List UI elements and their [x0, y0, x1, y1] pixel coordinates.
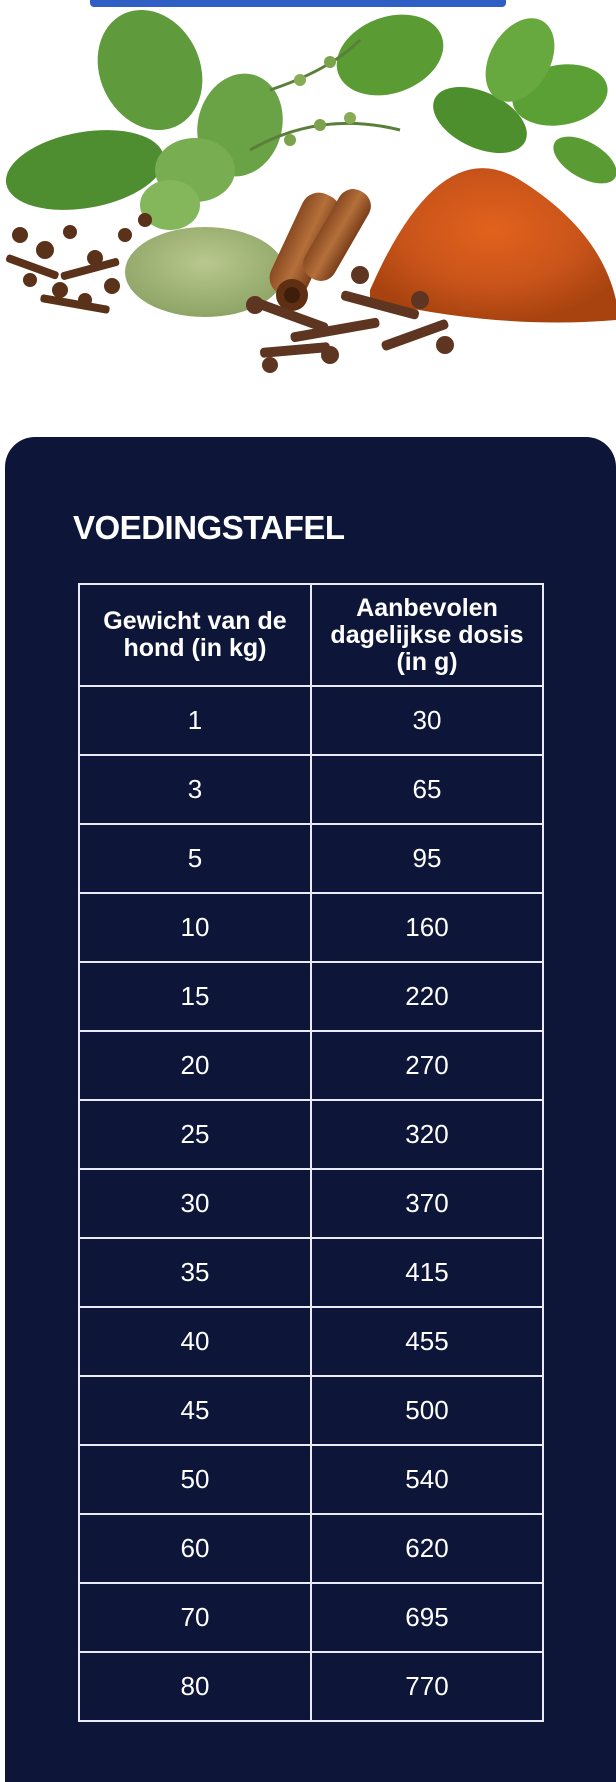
table-row [79, 1169, 543, 1238]
cell-weight: 35 [79, 1238, 311, 1307]
cell-dose: 370 [311, 1169, 543, 1238]
table-header-row [79, 584, 543, 686]
cell-dose: 695 [311, 1583, 543, 1652]
cell-dose: 620 [311, 1514, 543, 1583]
table-row [79, 1031, 543, 1100]
table-row [79, 1652, 543, 1721]
table-row [79, 1514, 543, 1583]
table-row [79, 824, 543, 893]
cell-weight: 40 [79, 1307, 311, 1376]
cell-weight: 50 [79, 1445, 311, 1514]
cell-dose: 320 [311, 1100, 543, 1169]
cell-dose: 415 [311, 1238, 543, 1307]
herbs-and-spices-image [0, 0, 616, 430]
column-header-dose: Aanbevolen dagelijkse dosis (in g) [311, 584, 543, 686]
table-row [79, 893, 543, 962]
cell-dose: 160 [311, 893, 543, 962]
cell-weight: 5 [79, 824, 311, 893]
cell-weight: 25 [79, 1100, 311, 1169]
cell-dose: 500 [311, 1376, 543, 1445]
column-header-weight: Gewicht van de hond (in kg) [79, 584, 311, 686]
cell-weight: 1 [79, 686, 311, 755]
table-row [79, 686, 543, 755]
top-accent-bar [90, 0, 506, 7]
table-row [79, 1583, 543, 1652]
cell-dose: 95 [311, 824, 543, 893]
panel-title: VOEDINGSTAFEL [73, 509, 345, 546]
table-row [79, 1238, 543, 1307]
cell-dose: 540 [311, 1445, 543, 1514]
cell-weight: 20 [79, 1031, 311, 1100]
table-row [79, 962, 543, 1031]
cell-weight: 10 [79, 893, 311, 962]
cell-weight: 60 [79, 1514, 311, 1583]
table-row [79, 1307, 543, 1376]
table-row [79, 1445, 543, 1514]
cell-weight: 45 [79, 1376, 311, 1445]
cell-weight: 30 [79, 1169, 311, 1238]
cell-dose: 455 [311, 1307, 543, 1376]
herbs-illustration [0, 0, 616, 430]
cell-weight: 3 [79, 755, 311, 824]
table-row [79, 755, 543, 824]
cell-weight: 70 [79, 1583, 311, 1652]
cell-weight: 15 [79, 962, 311, 1031]
feeding-table [78, 583, 544, 1722]
cell-dose: 220 [311, 962, 543, 1031]
cell-dose: 270 [311, 1031, 543, 1100]
cell-dose: 770 [311, 1652, 543, 1721]
table-row [79, 1100, 543, 1169]
cell-dose: 65 [311, 755, 543, 824]
table-row [79, 1376, 543, 1445]
cell-dose: 30 [311, 686, 543, 755]
cell-weight: 80 [79, 1652, 311, 1721]
